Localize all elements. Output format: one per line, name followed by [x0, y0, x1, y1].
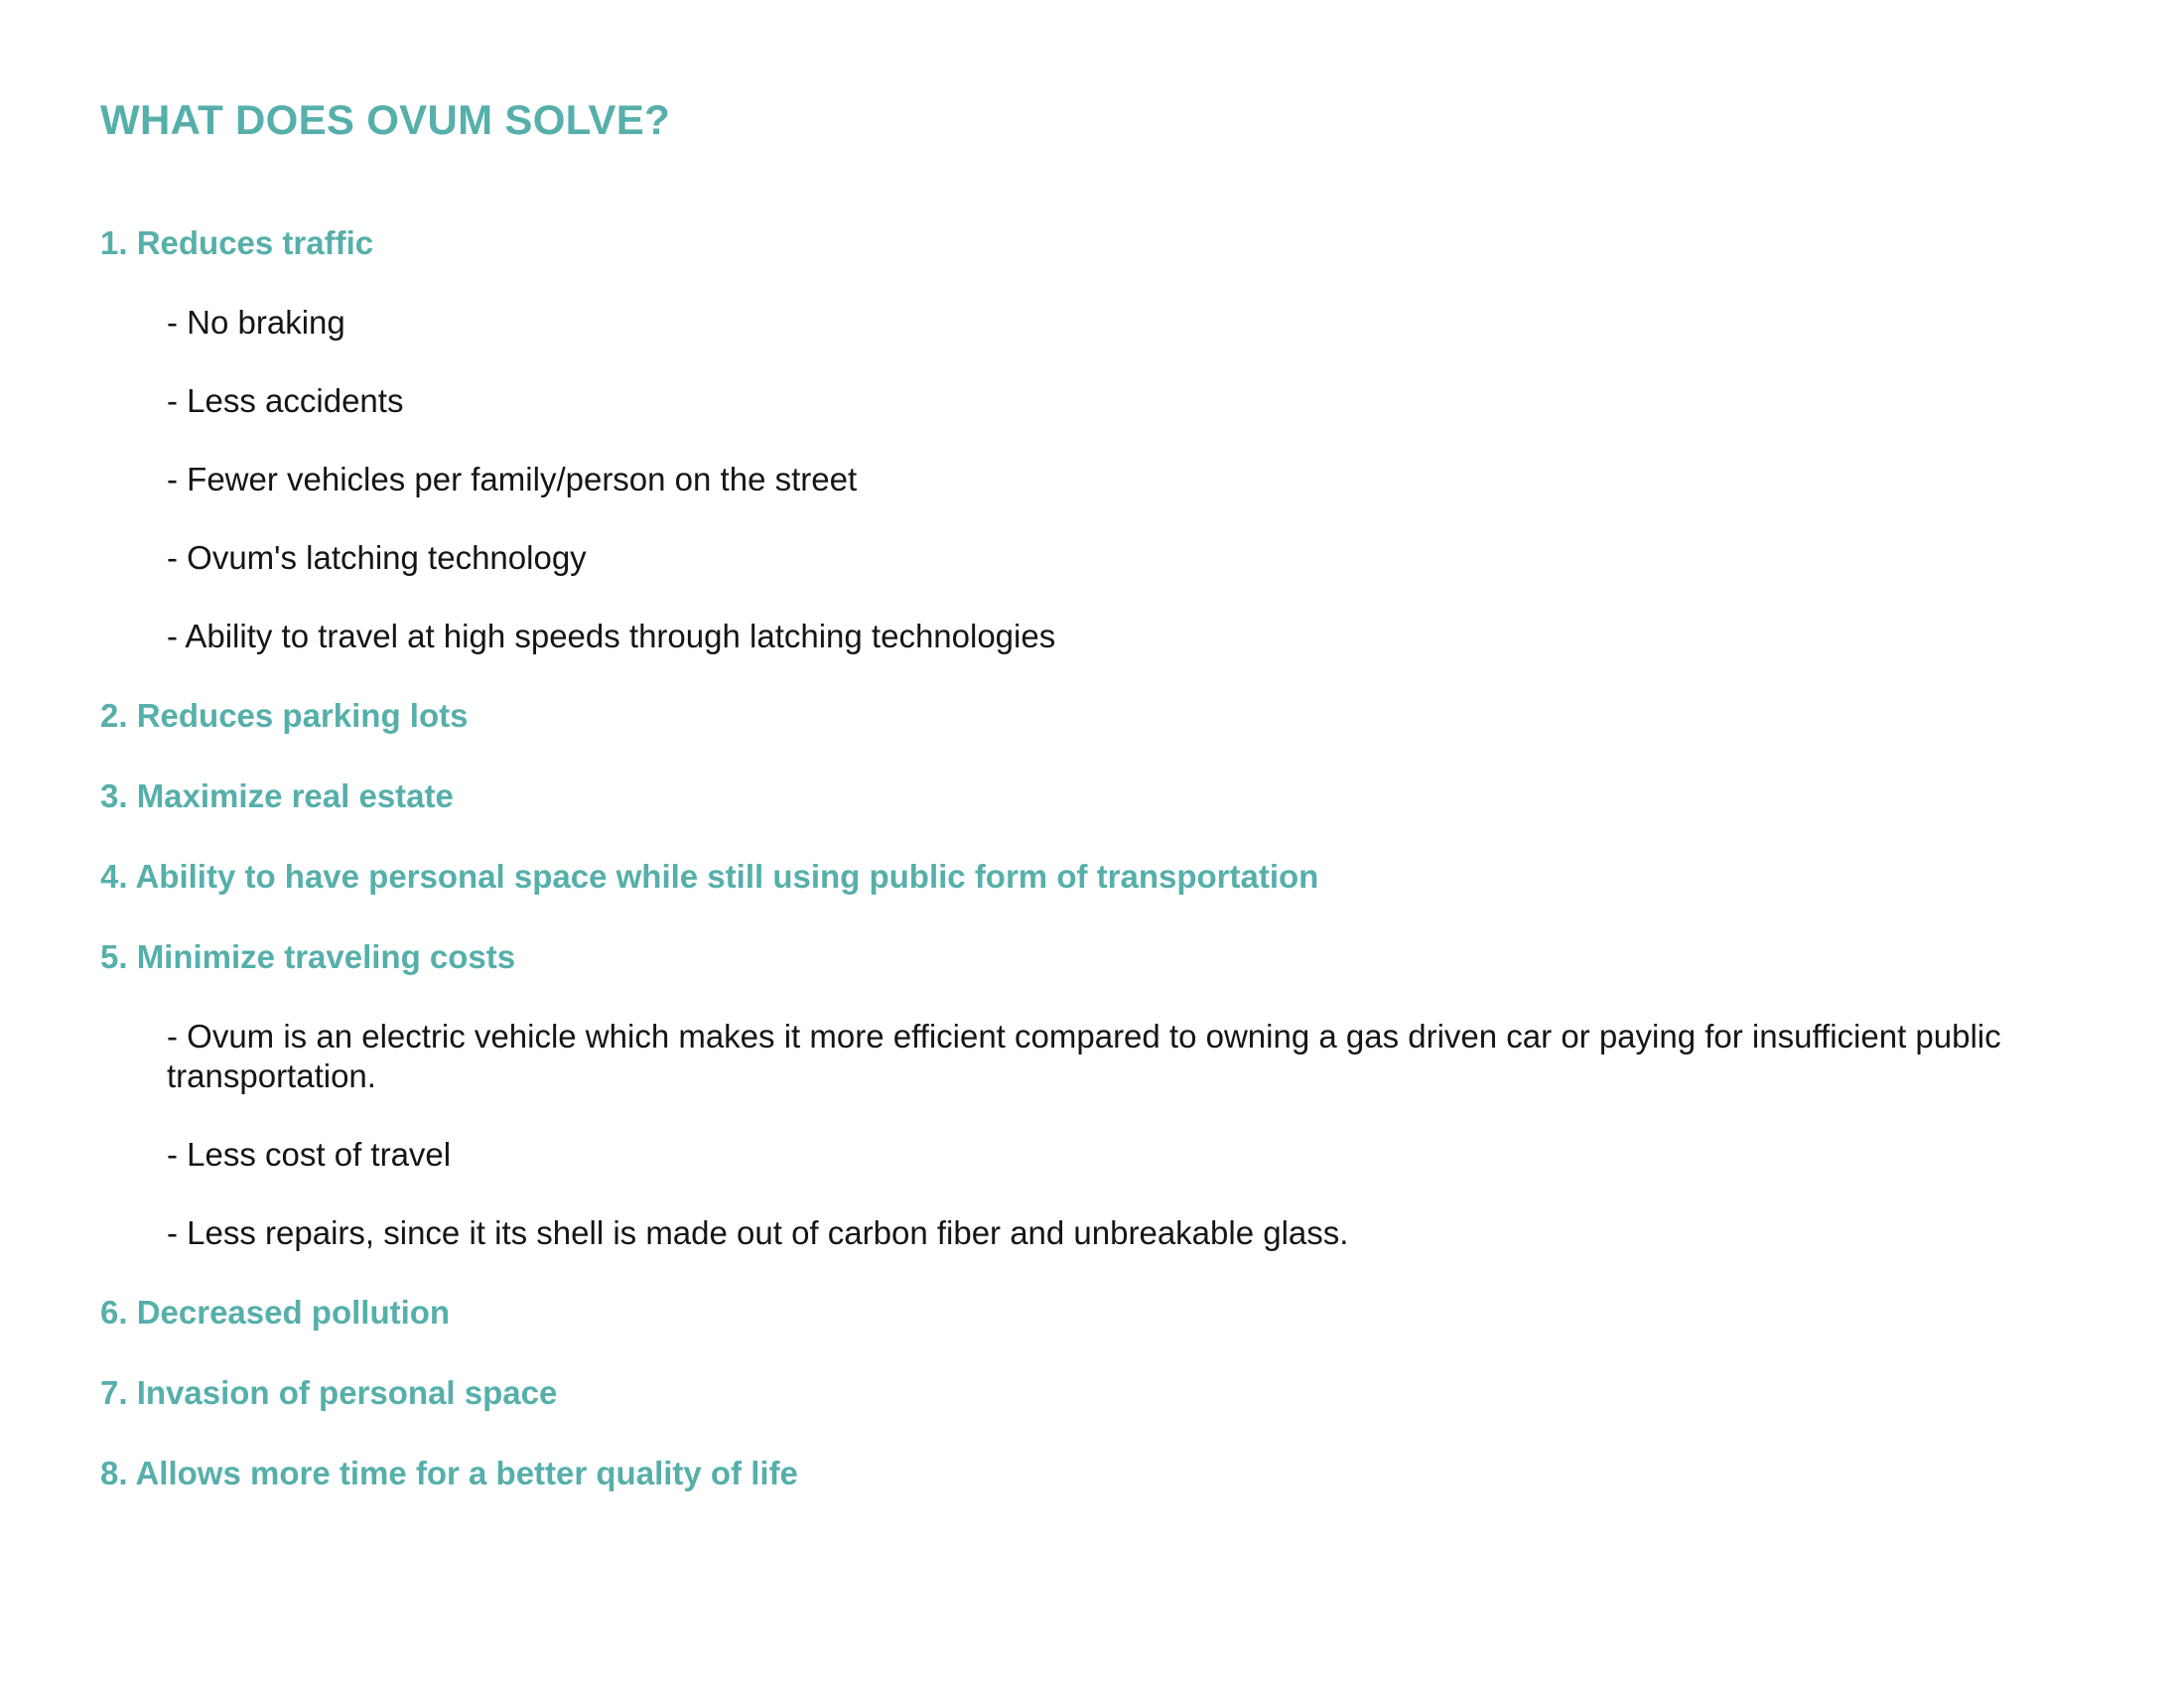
document-page	[100, 95, 2046, 1533]
solution-item	[100, 1372, 2046, 1414]
bullet-item: - Less repairs, since it its shell is made out of carbon fiber and unbreakable glass.	[167, 1214, 1349, 1251]
solution-item	[100, 936, 2046, 1253]
solution-heading: 6. Decreased pollution	[100, 1294, 451, 1331]
solution-heading: 4. Ability to have personal space while still using public form of transportation	[100, 858, 1319, 895]
solution-item	[100, 1453, 2046, 1494]
bullet-item: - Ovum's latching technology	[167, 539, 587, 576]
solution-item	[100, 775, 2046, 817]
solution-heading: 5. Minimize traveling costs	[100, 938, 516, 975]
solution-item	[100, 222, 2046, 656]
page-title: WHAT DOES OVUM SOLVE?	[100, 96, 671, 143]
solution-heading: 2. Reduces parking lots	[100, 697, 469, 734]
solution-heading: 7. Invasion of personal space	[100, 1374, 558, 1411]
solution-heading: 1. Reduces traffic	[100, 224, 374, 261]
solution-list	[100, 222, 2046, 1494]
bullet-item: - Ability to travel at high speeds through latching technologies	[167, 618, 1056, 654]
bullet-list	[100, 303, 2046, 656]
bullet-item: - Less accidents	[167, 382, 404, 419]
solution-item	[100, 856, 2046, 898]
bullet-item: - Less cost of travel	[167, 1136, 452, 1173]
solution-item	[100, 1292, 2046, 1334]
solution-heading: 3. Maximize real estate	[100, 777, 454, 814]
solution-heading: 8. Allows more time for a better quality of life	[100, 1455, 798, 1491]
solution-item	[100, 695, 2046, 737]
bullet-item: - Fewer vehicles per family/person on the street	[167, 461, 858, 497]
bullet-item: - No braking	[167, 304, 345, 341]
bullet-list	[100, 1017, 2046, 1253]
bullet-item: - Ovum is an electric vehicle which makes it more efficient compared to owning a gas driven car or paying for insufficient public transportation.	[167, 1018, 2001, 1094]
